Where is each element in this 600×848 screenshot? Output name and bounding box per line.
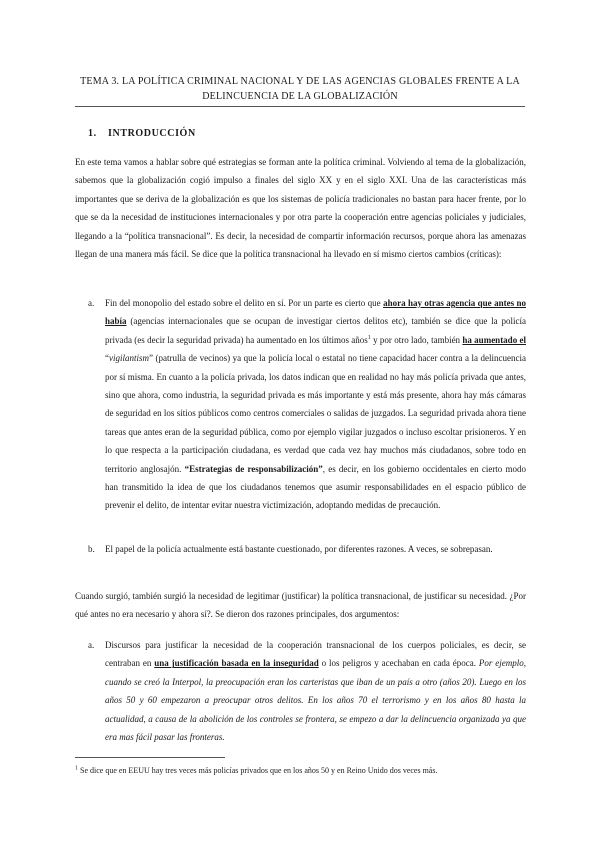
section-number: 1. xyxy=(88,128,97,139)
footnote-number: 1 xyxy=(75,765,78,772)
text-run: (agencias internacionales que se ocupan de investigar ciertos delitos etc), también se dice que la policía privada (es decir la seguridad privada) ha aumentado en los últimos años xyxy=(105,316,526,345)
title-divider xyxy=(75,106,525,107)
intro-paragraph: En este tema vamos a hablar sobre qué estrategias se forman ante la política criminal. Volviendo al tema de la globalización, sabemos que la globalización cogió impulso a finales del siglo XX y en el siglo XXI. Una de las características más importantes que se deriva de la globalización es que los sistemas de policía tradicionales no bastan para hacer frente, por lo que se da la necesidad de instituciones internacionales y por otra parte la cooperación entre agencias policiales y judiciales, llegando a la “política transnacional”. Es decir, la necesidad de compartir información recursos, porque ahora las amenazas llegan de una manera más fácil. Se dice que la política transnacional ha llevado en sí mismo ciertos cambios (críticas): xyxy=(75,157,526,260)
paragraph-2: Cuando surgió, también surgió la necesidad de legitimar (justificar) la política transnacional, de justificar su necesidad. ¿Por qué antes no era necesario y ahora sí?. Se dieron dos razones principales, dos argumentos: xyxy=(75,591,526,620)
section-title: INTRODUCCIÓN xyxy=(108,128,196,139)
text-run: o los peligros y acechaban en cada época. xyxy=(318,658,479,669)
text-run: ” xyxy=(149,353,153,364)
text-run: (patrulla de vecinos) ya que la policía local o estatal no tiene capacidad hacer contra a la delincuencia por sí misma. En cuanto a la policía privada, los datos indican que en realidad no hay más policía privada que antes, sino que ahora, como industria, la seguridad privada es más importante y está más presente, ahora hay más cámaras de seguridad en los sitios públicos como centros comerciales o salidas de juzgados. La seguridad privada ahora tiene tareas que antes eran de la seguridad pública, como por ejemplo vigilar juzgados o incluso escoltar prisioneros. Y en lo que respecta a la participación ciudadana, es verdad que cada vez hay muchos más ciudadanos, sobre todo en territorio anglosajón. xyxy=(105,353,526,474)
footnote-text: Se dice que en EEUU hay tres veces más policías privados que en los años 50 y en Reino Unido dos veces más. xyxy=(78,766,438,775)
title-line-1: TEMA 3. LA POLÍTICA CRIMINAL NACIONAL Y DE LAS AGENCIAS GLOBALES FRENTE A LA xyxy=(80,76,520,87)
italic-text: vigilantism xyxy=(109,353,149,364)
bold-text: ha aumentado el xyxy=(462,334,526,345)
document-title xyxy=(75,74,525,104)
bold-text: “Estrategias de responsabilización” xyxy=(184,463,323,474)
section-heading xyxy=(88,128,196,139)
list-item-text xyxy=(105,294,526,515)
text-run: “ xyxy=(105,353,109,364)
footnote-ref[interactable]: 1 xyxy=(367,334,371,341)
bold-text: ahora hay otras agencia que antes no había xyxy=(105,298,526,327)
list-marker: a. xyxy=(88,298,95,308)
title-line-2: DELINCUENCIA DE LA GLOBALIZACIÓN xyxy=(202,91,398,102)
footnote-divider xyxy=(75,757,225,758)
text-run: Fin del monopolio del estado sobre el delito en sí. Por un parte es cierto que xyxy=(105,298,384,308)
list-item-text xyxy=(105,636,526,746)
footnote xyxy=(75,765,526,777)
text-run: y por otro lado, también xyxy=(370,334,463,345)
list-item-text: El papel de la policía actualmente está bastante cuestionado, por diferentes razones. A veces, se sobrepasan. xyxy=(105,544,493,554)
italic-text: Por ejemplo, cuando se creó la Interpol, la preocupación eran los carteristas que iban de un país a otro (años 20). Luego en los años 50 y 60 empezaron a preocupar otros delitos. En los años 70 el terrorismo y en los años 80 hasta la actualidad, a causa de la abolición de los controles se frontera, se empezo a dar la delincuencia organizada ya que era mas fácil pasar las fronteras. xyxy=(105,658,526,743)
text-run: Discursos para justificar la necesidad de la cooperación transnacional de los cuerpos policiales, es decir, se centraban en xyxy=(105,640,526,669)
list-marker: a. xyxy=(88,640,95,650)
list-item xyxy=(88,636,526,746)
list-item xyxy=(88,294,526,515)
list-marker: b. xyxy=(88,544,95,554)
list-item xyxy=(88,540,526,558)
bold-text: una justificación basada en la inseguridad xyxy=(154,658,319,669)
text-run: , es decir, en los gobierno occidentales en cierto modo han transmitido la idea de que los ciudadanos tenemos que asumir responsabilidades en el espacio público de prevenir el delito, de intentar evitar nuestra victimización, adoptando medidas de precaución. xyxy=(105,463,526,511)
